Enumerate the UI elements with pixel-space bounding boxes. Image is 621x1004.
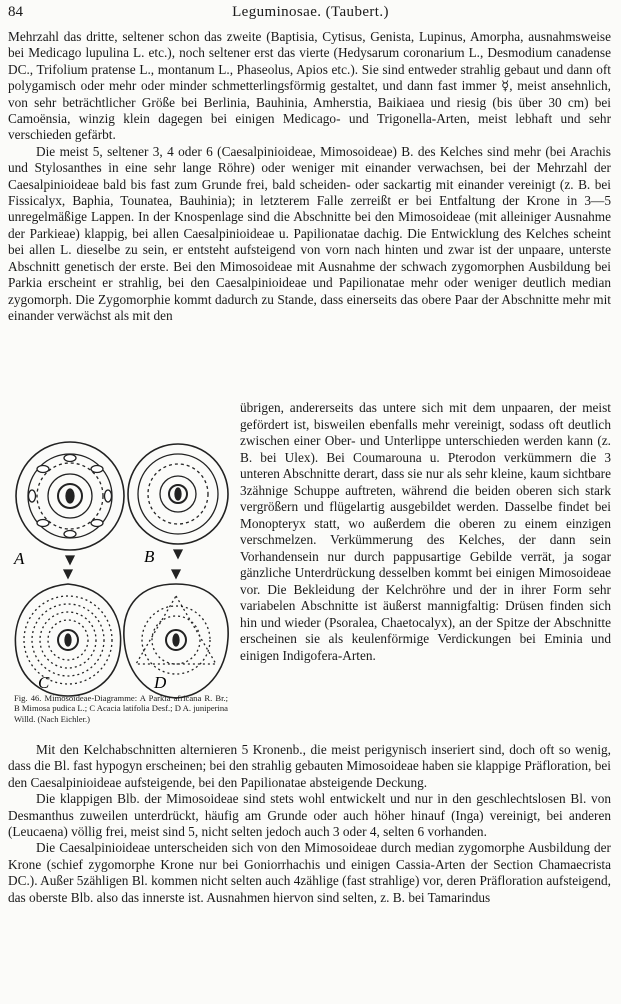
paragraph: Die meist 5, seltener 3, 4 oder 6 (Caesalpinioideae, Mimosoideae) B. des Kelches sind mehr (bei Arachis und Stylosanthes in eine sehr lange Röhre) oder weniger mit einander verwachsen, bei der Mehrzahl der Caesalpinioideae bald bis fast zum Grunde frei, bald scheiden- oder sackartig mit einander vereinigt (z. B. bei Fissicalyx, Baphia, Tounatea, Bauhinia); in letzterem Falle zerreißt er bei Entfaltung der Krone in 3—5 unregelmäßige Lappen. In der Knospenlage sind die Abschnitte bei den Mimosoideae (mit alleiniger Ausnahme der Parkieae) klappig, bei allen Caesalpinioideae u. Papilionatae dachig. Die Entwicklung des Kelches scheint bei allen L. dieselbe zu sein, er entsteht aufsteigend von vorn nach hinten und zwar ist der unpaare, unterste Abschnitt genetisch der erste. Bei den Mimosoideae mit Ausnahme der schwach zygomorphen Ausbildung bei Parkia erscheint er strahlig, bei den Caesalpinioideae und Papilionatae mehr oder weniger deutlich median zygomorph. Die Zygomorphie kommt dadurch zu Stande, dass einerseits das obere Paar der Abschnitte mehr mit einander verwächst als mit den bbox=[8, 143, 611, 323]
paragraph: übrigen, andererseits das untere sich mit dem unpaaren, der meist gefördert ist, bisweilen ebenfalls mehr vereinigt, sodass oft deutlich zwischen einer Ober- und Unterlippe unterschieden werden kann (z. B. bei Ulex). Bei Coumarouna u. Pterodon verkümmern die 3 unteren Abschnitte derart, dass sie nur als sehr kleine, kaum sichtbare 3zähnige Schuppe auftreten, während die beiden oberen sich stark vergrößern und flügelartig ausgebildet werden. Dasselbe findet bei Monopteryx statt, wo außerdem die oberen zu einem einzigen verschmelzen. Verkümmerung des Kelches, der dann sein Vorhandensein nur durch pappusartige Gebilde verrät, ja sogar gänzliche Unterdrückung desselben kommt bei einigen Mimosoideae vor. Die Bekleidung der Kelchröhre und der in ihrer Form sehr variabelen Abschnitte ist äußerst mannigfaltig: Drüsen finden sich hin und wieder (Psoralea, Chaetocalyx), an der Spitze der Abschnitte erscheinen sie als keulenförmige Verdickungen bei Eminia und einigen Indigofera-Arten. bbox=[240, 400, 611, 663]
diagram-b bbox=[128, 444, 228, 558]
paragraph: Die Caesalpinioideae unterscheiden sich von den Mimosoideae durch median zygomorphe Ausbildung der Krone (schief zygomorphe Krone nur bei Goniorrhachis und einigen Cassia-Arten der Section Chamaecrista DC.). Außer 5zähligen Bl. kommen nicht selten auch 4zählige (fast strahlige) vor, deren Präfloration aufsteigend, das oberste Blb. also das innerste ist. Ausnahmen hiervon sind selten, z. B. bei Tamarindus bbox=[8, 840, 611, 905]
paragraph: Die klappigen Blb. der Mimosoideae sind stets wohl entwickelt und nur in den geschlechtslosen Bl. von Desmanthus zuweilen unterdrückt, häufig am Grunde oder auch höher hinauf (Inga) vereinigt, bei anderen (Leucaena) völlig frei, meist sind 5, nicht selten jedoch auch 3 oder 4, selten 6 vorhanden. bbox=[8, 791, 611, 840]
diagram-d bbox=[124, 570, 228, 698]
page-number: 84 bbox=[8, 4, 23, 20]
diagram-label-c: C bbox=[38, 673, 50, 692]
body-text-top bbox=[8, 29, 611, 324]
running-title: Leguminosae. (Taubert.) bbox=[232, 4, 389, 20]
page-header bbox=[8, 4, 613, 24]
body-text-bottom bbox=[8, 742, 611, 906]
paragraph: Mit den Kelchabschnitten alternieren 5 Kronenb., die meist perigynisch inseriert sind, doch oft so wenig, dass die Bl. fast hypogyn erscheinen; bei den strahlig gebauten Mimosoideae haben sie klappige Präfloration, bei den Caesalpinioideae aufsteigende, bei den Papilionatae absteigende Deckung. bbox=[8, 742, 611, 790]
diagram-c bbox=[15, 570, 120, 696]
diagram-label-d: D bbox=[154, 673, 167, 692]
figure-caption: Fig. 46. Mimosoideae-Diagramme: A Parkia africana R. Br.; B Mimosa pudica L.; C Acacia latifolia Desf.; D A. juniperina Willd. (Nach Eichler.) bbox=[14, 693, 228, 724]
body-text-side bbox=[240, 400, 611, 664]
diagram-label-a: A bbox=[14, 549, 25, 568]
diagram-a bbox=[16, 442, 124, 564]
diagram-label-b: B bbox=[144, 547, 155, 566]
paragraph: Mehrzahl das dritte, seltener schon das zweite (Baptisia, Cytisus, Genista, Lupinus, Amorpha, ausnahmsweise bei Medicago lupulina L. etc.), noch seltener erst das vierte (Hedysarum coronarium L., Desmodium canadense DC., Trifolium pratense L., montanum L., Phaseolus, Apios etc.). Sie sind entweder strahlig gebaut und dann oft polygamisch oder mehr oder minder schmetterlingsförmig gestaltet, und dann fast immer ☿, meist ansehnlich, von sehr beträchtlicher Größe bei Berlinia, Bauhinia, Amherstia, Baikiaea und riesig (bis über 30 cm) bei Camoënsia, winzig klein dagegen bei einigen Medicago- und Trigonella-Arten, meist lebhaft und sehr verschieden gefärbt. bbox=[8, 29, 611, 143]
